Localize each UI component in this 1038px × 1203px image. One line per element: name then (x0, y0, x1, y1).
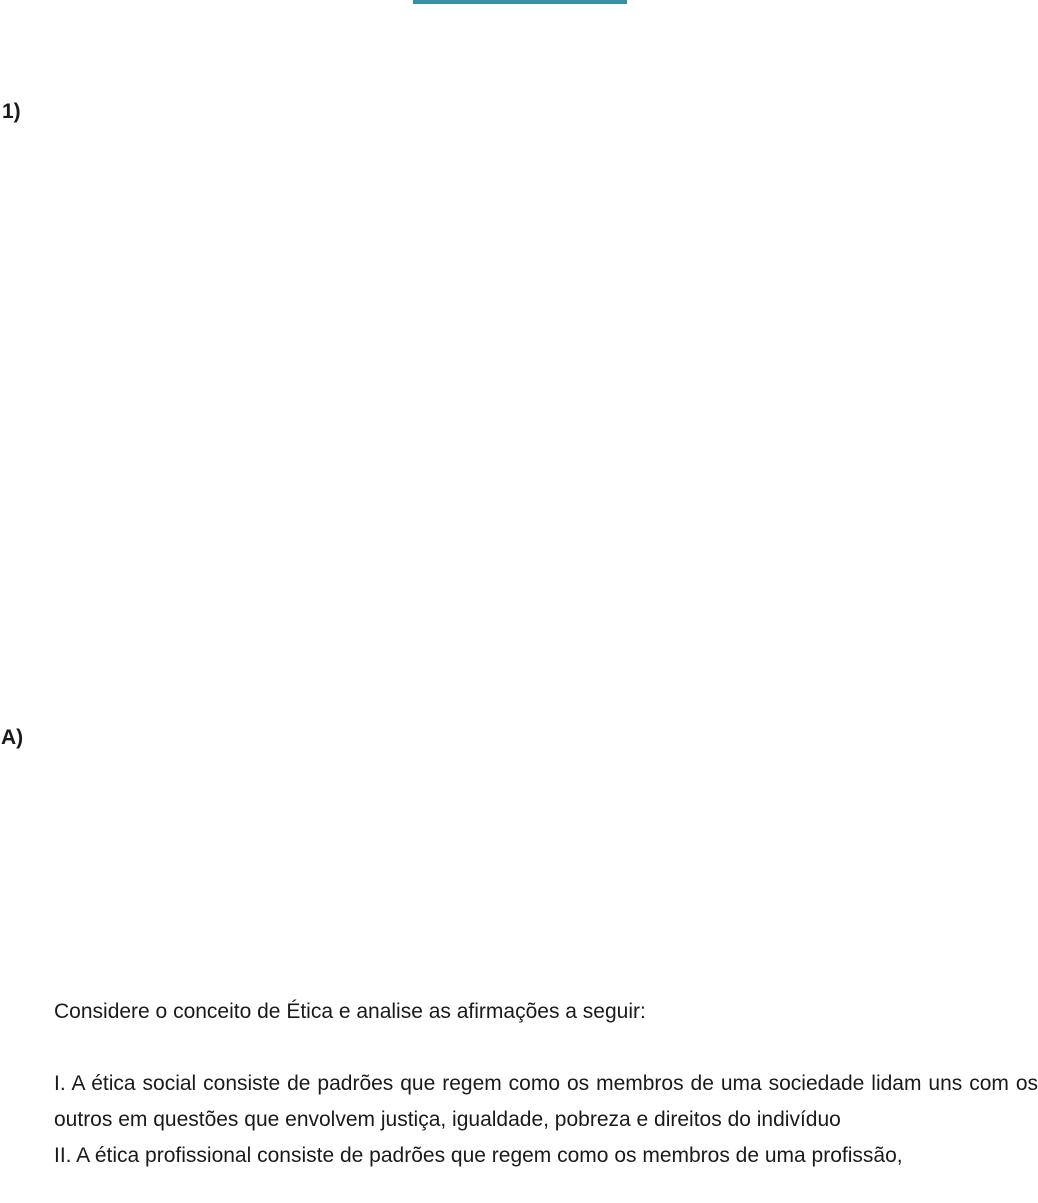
question-number: 1) (2, 100, 21, 123)
question-intro: Considere o conceito de Ética e analise as afirmações a seguir: (54, 1000, 646, 1023)
statement-1: I. A ética social consiste de padrões que regem como os membros de uma sociedade lidam uns com os outros em questões que envolvem justiça, igualdade, pobreza e direitos do indivíduo (54, 1072, 1038, 1131)
statement-2: II. A ética profissional consiste de padrões que regem como os membros de uma profissão, (54, 1144, 903, 1167)
question-body (54, 994, 1038, 1174)
header-accent-bar (413, 0, 627, 4)
option-a-label[interactable]: A) (1, 726, 24, 749)
